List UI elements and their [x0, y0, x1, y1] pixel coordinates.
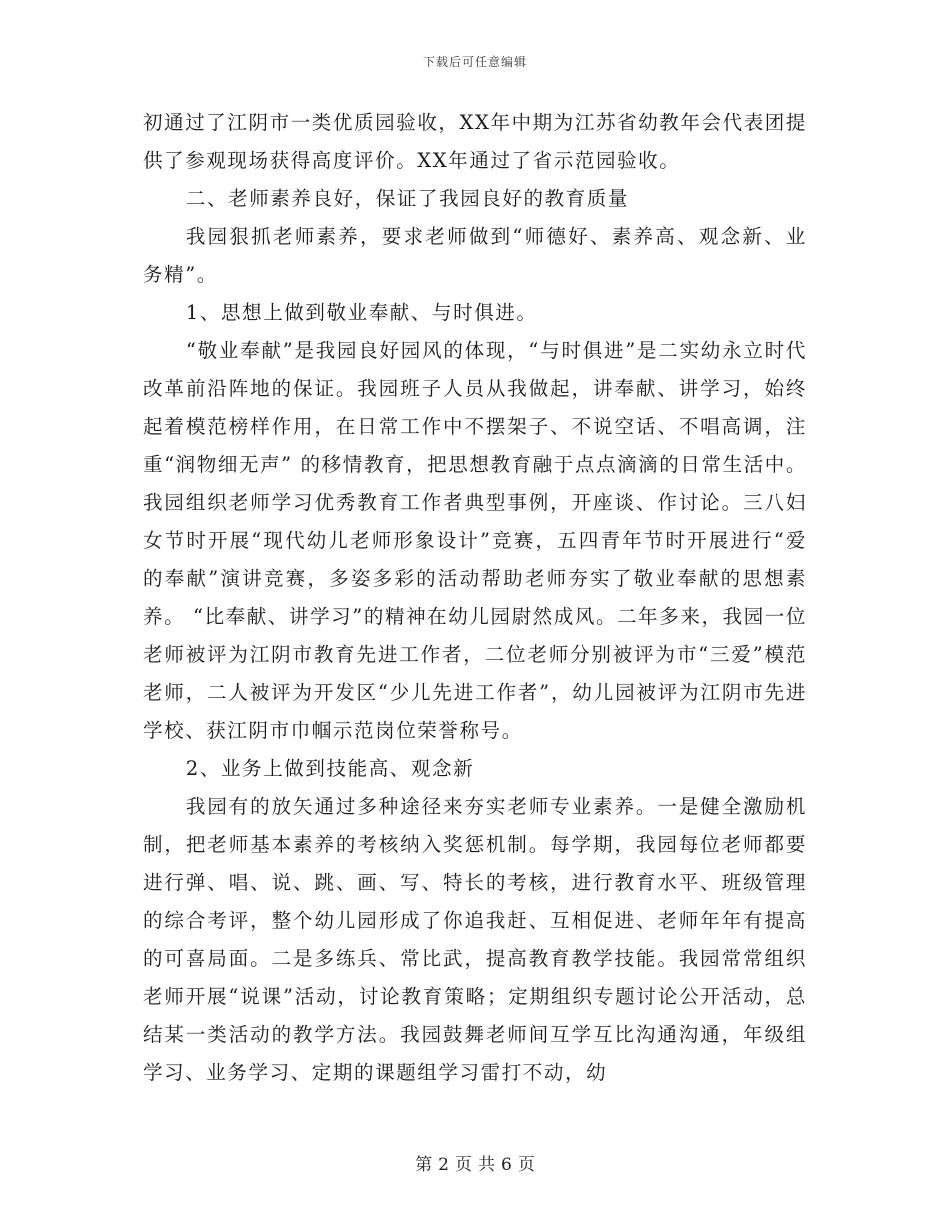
footer-page-word: 页	[455, 1155, 472, 1175]
footer-current-page: 2	[438, 1155, 449, 1175]
subheading-2: 2、业务上做到技能高、观念新	[185, 757, 475, 780]
footer-suffix: 页	[517, 1155, 535, 1175]
section-heading-2: 二、老师素养良好，保证了我园良好的教育质量	[185, 187, 629, 210]
footer-total-word: 共	[478, 1155, 495, 1175]
footer-total-pages: 6	[501, 1155, 512, 1175]
page-number-footer	[0, 1150, 950, 1175]
footer-prefix: 第	[415, 1155, 433, 1175]
page-header-note: 下载后可任意编辑	[422, 55, 527, 69]
paragraph-5: “敬业奉献”是我园良好园风的体现，“与时俱进”是二实幼永立时代改革前沿阵地的保证。我园班子人员从我做起，讲奉献、讲学习，始终起着模范榜样作用，在日常工作中不摆架子、不说空话、不唱高调，注重“润物细无声” 的移情教育，把思想教育融于点点滴滴的日常生活中。我园组织老师学习优秀教育工作者典型事例，开座谈、作讨论。三八妇女节时开展“现代幼儿老师形象设计”竞赛，五四青年节时开展进行“爱的奉献”演讲竞赛，多姿多彩的活动帮助老师夯实了敬业奉献的思想素养。 “比奉献、讲学习”的精神在幼儿园尉然成风。二年多来，我园一位老师被评为江阴市教育先进工作者，二位老师分别被评为市“三爱”模范老师，二人被评为开发区“少儿先进工作者”，幼儿园被评为江阴市先进学校、获江阴市巾帼示范岗位荣誉称号。	[143, 339, 807, 742]
subheading-1: 1、思想上做到敬业奉献、与时俱进。	[185, 301, 538, 324]
document-body	[143, 104, 807, 1092]
paragraph-3: 我园狠抓老师素养，要求老师做到“师德好、素养高、观念新、业务精”。	[143, 225, 807, 286]
paragraph-7: 我园有的放矢通过多种途径来夯实老师专业素养。一是健全激励机制，把老师基本素养的考核纳入奖惩机制。每学期，我园每位老师都要进行弹、唱、说、跳、画、写、特长的考核，进行教育水平、班级管理的综合考评，整个幼儿园形成了你追我赶、互相促进、老师年年有提高的可喜局面。二是多练兵、常比武，提高教育教学技能。我园常常组织老师开展“说课”活动，讨论教育策略；定期组织专题讨论公开活动，总结某一类活动的教学方法。我园鼓舞老师间互学互比沟通沟通，年级组学习、业务学习、定期的课题组学习雷打不动，幼	[143, 795, 807, 1084]
paragraph-1: 初通过了江阴市一类优质园验收，XX年中期为江苏省幼教年会代表团提供了参观现场获得高度评价。XX年通过了省示范园验收。	[143, 111, 807, 172]
